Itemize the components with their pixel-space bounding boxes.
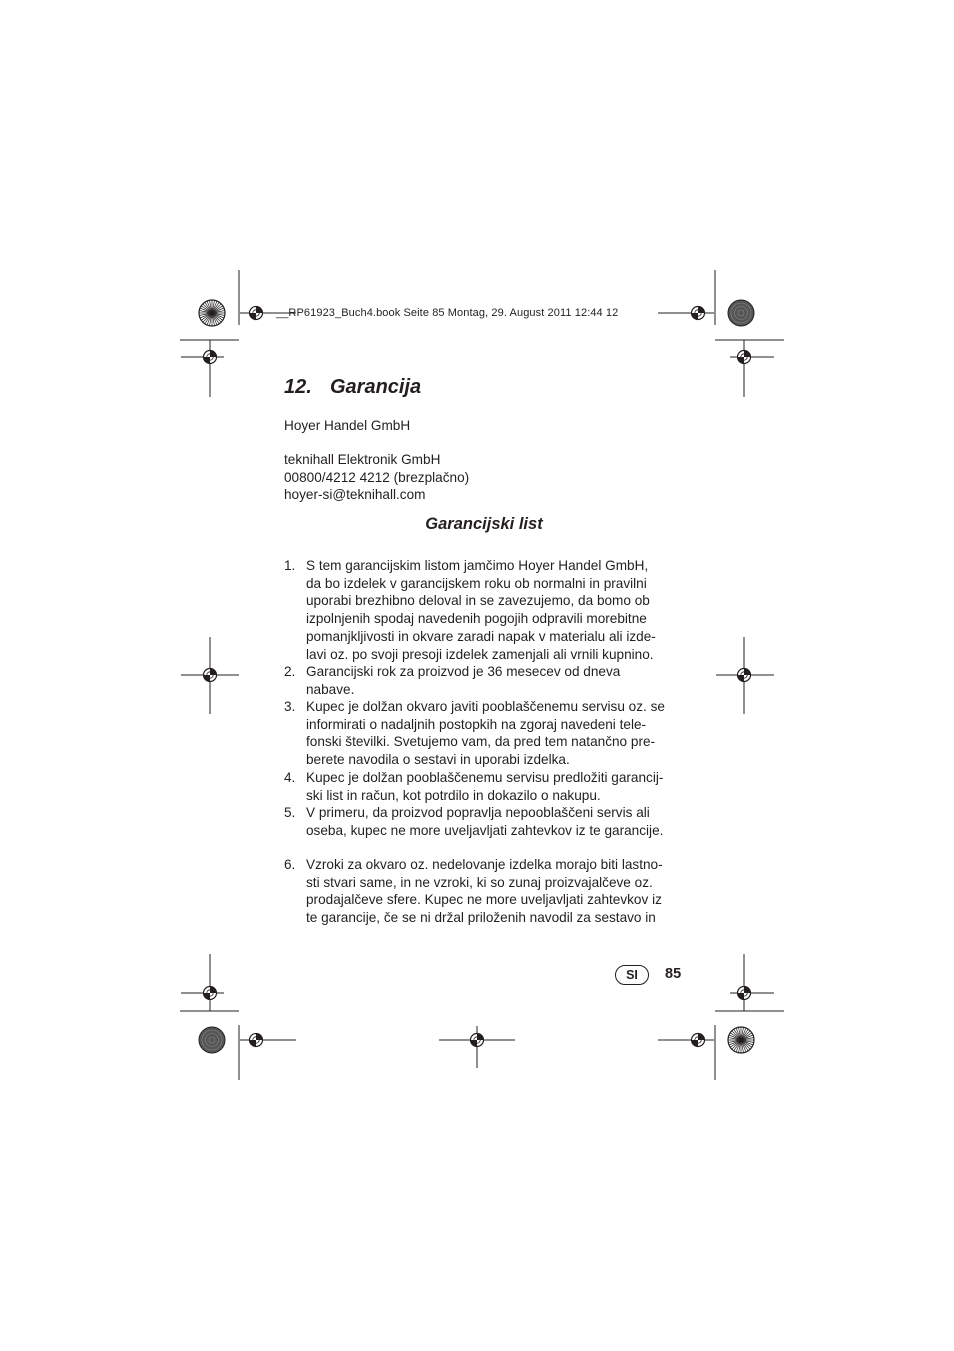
service-company: teknihall Elektronik GmbH xyxy=(284,452,441,467)
list-item-text: Garancijski rok za proizvod je 36 mesecev od dneva nabave. xyxy=(306,664,621,697)
page-number: 85 xyxy=(665,966,682,982)
list-item-number: 4. xyxy=(284,770,296,785)
section-number: 12. xyxy=(284,376,312,398)
list-item-number: 5. xyxy=(284,805,296,820)
company-name: Hoyer Handel GmbH xyxy=(284,418,411,433)
list-item-text: Kupec je dolžan pooblaščenemu servisu predložiti garancij- ski list in račun, kot potrdilo in dokazilo o nakupu. xyxy=(306,770,664,803)
list-item-text: Kupec je dolžan okvaro javiti pooblaščenemu servisu oz. se informirati o nadaljnih postopkih na zgoraj navedeni tele- fonski številki. Svetujemo vam, da pred tem natančno pre- berete navodila o sestavi in uporabi izdelka. xyxy=(306,699,665,768)
list-item-text: S tem garancijskim listom jamčimo Hoyer Handel GmbH, da bo izdelek v garancijskem roku ob normalni in pravilni uporabi brezhibno deloval in se zavezujemo, da bomo ob izpolnjenih spodaj navedenih pogojih odpravili morebitne pomanjkljivosti in okvare zaradi napak v materialu ali izde- lavi oz. po svoji presoji izdelek zamenjali ali vrnili kupnino. xyxy=(306,558,656,662)
list-item-text: Vzroki za okvaro oz. nedelovanje izdelka morajo biti lastno- sti stvari same, in ne vzroki, ki so zunaj proizvajalčeve oz. prodajalčeve sfere. Kupec ne more uveljavljati zahtevkov iz te garancije, če se ni držal priloženih navodil za sestavo in xyxy=(306,857,663,926)
language-badge: SI xyxy=(615,965,649,985)
list-item-number: 1. xyxy=(284,558,296,573)
list-item-number: 2. xyxy=(284,664,296,679)
service-email: hoyer-si@teknihall.com xyxy=(284,487,426,503)
subtitle: Garancijski list xyxy=(425,515,543,533)
list-item-number: 6. xyxy=(284,857,296,872)
service-contact xyxy=(284,451,469,504)
service-phone: 00800/4212 4212 (brezplačno) xyxy=(284,469,470,485)
book-file-header: __RP61923_Buch4.book Seite 85 Montag, 29. August 2011 12:44 12 xyxy=(276,307,619,319)
list-item-text: V primeru, da proizvod popravlja nepooblaščeni servis ali oseba, kupec ne more uveljavljati zahtevkov iz te garancije. xyxy=(306,805,664,838)
section-title: Garancija xyxy=(330,376,422,398)
list-item-number: 3. xyxy=(284,699,296,714)
section-heading xyxy=(284,376,421,399)
